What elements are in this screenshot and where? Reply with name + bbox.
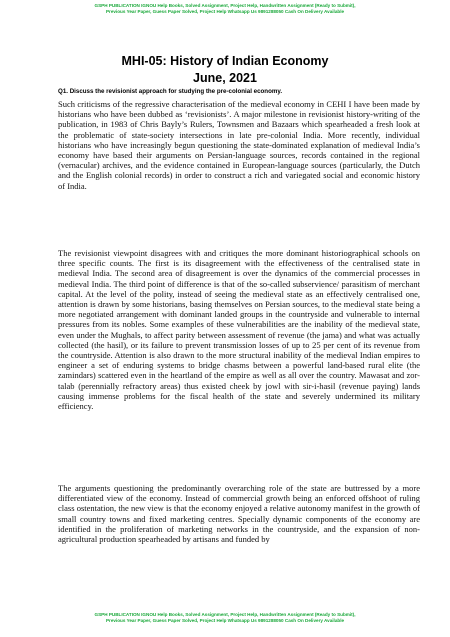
session-title: June, 2021 [193,71,257,85]
answer-paragraph-2: The revisionist viewpoint disagrees with and critiques the more dominant historiographical schools on three specific counts. The first is its disagreement with the effectiveness of the centralised state in medieval India. The second area of disagreement is over the dynamics of the commercial processes in medieval India. The third point of difference is that of the so-called subservience/ parasitism of merchant capital. At the level of the polity, instead of seeing the medieval state as an effectively centralised one, attention is drawn by some historians, basing themselves on Persian sources, to the medieval state being a more negotiated arrangement with dominant landed groups in the countryside and vulnerable to internal pressures from its nobles. Some examples of these vulnerabilities are the inability of the medieval state, even under the Mughals, to affect parity between assessment of revenue (the jama) and what was actually collected (the hasil), or its failure to prevent transmission losses of up to 25 per cent of its revenue from the countryside. Attention is also drawn to the more structural inability of the medieval Indian empires to engineer a set of enduring systems to bridge chasms between a powerful land-based rural elite (the zamindars) scattered even in the heartland of the empire as well as all over the country. Mawasat and zor-talab (perennially refractory areas) thus existed cheek by jowl with sir-i-hasil (revenue paying) lands causing immense problems for the fiscal health of the state and severely undermined its military efficiency. [58,248,420,412]
answer-paragraph-1: Such criticisms of the regressive characterisation of the medieval economy in CEHI I have been made by historians who have been dubbed as ‘revisionists’. A major milestone in revisionist history-writing of the publication, in 1983 of Chris Bayly’s Rulers, Townsmen and Bazaars which spearheaded a fresh look at the problematic of state-society intersections in late pre-colonial India. More recently, individual historians who have increasingly begun questioning the state-dominated explanation of medieval India’s economy have based their arguments on Persian-language sources, records contained in the regional (vernacular) archives, and the evidence contained in European-language sources (particularly, the Dutch and the English colonial records) in order to construct a rich and variegated social and economic history of India. [58,99,420,191]
header-banner-line-2: Previous Year Paper, Guess Paper Solved, Project Help Whatsapp Us 9891288050 Cash On Delivery Available [105,9,345,15]
footer-banner [0,612,450,625]
footer-banner-line-1: GSPH PUBLICATION IGNOU Help Books, Solved Assignment, Project Help, Handwritten Assignment (Ready to Submit), [94,612,356,617]
footer-banner-line-2: Previous Year Paper, Guess Paper Solved, Project Help Whatsapp Us 9891288050 Cash On Delivery Available [105,618,345,624]
answer-paragraph-3: The arguments questioning the predominantly overarching role of the state are buttressed by a more differentiated view of the economy. Instead of commercial growth being an enforced offshoot of ruling class ostentation, the new view is that the economy enjoyed a relative autonomy manifest in the growth of small country towns and fixed marketing centres. Specially dynamic components of the economy are identified in the proliferation of marketing networks in the countryside, and the expansion of non-agricultural production spearheaded by artisans and funded by [58,483,420,545]
question-heading: Q1. Discuss the revisionist approach for studying the pre-colonial economy. [58,88,283,95]
header-banner-line-1: GSPH PUBLICATION IGNOU Help Books, Solved Assignment, Project Help, Handwritten Assignment (Ready to Submit), [94,3,356,8]
header-banner [0,3,450,16]
course-title: MHI-05: History of Indian Economy [121,54,329,68]
